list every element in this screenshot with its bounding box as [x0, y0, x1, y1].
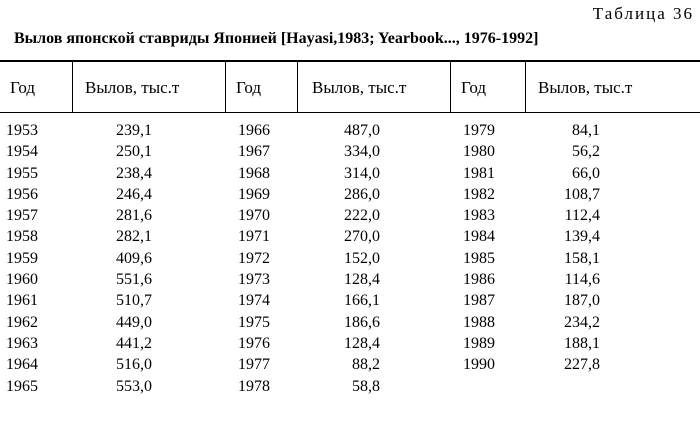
- catch-cell: 246,4: [116, 185, 152, 203]
- catch-cell: 128,4: [344, 334, 380, 352]
- catch-cell: 409,6: [116, 249, 152, 267]
- year-cell: 1987: [463, 292, 495, 310]
- year-column-3: [463, 120, 513, 376]
- catch-cell: 114,6: [564, 271, 600, 289]
- catch-cell: 234,2: [564, 313, 600, 331]
- catch-cell: 187,0: [564, 292, 600, 310]
- year-cell: 1971: [238, 228, 270, 246]
- year-cell: 1976: [238, 334, 270, 352]
- year-cell: 1967: [238, 143, 270, 161]
- year-cell: 1973: [238, 271, 270, 289]
- year-cell: 1955: [6, 164, 38, 182]
- catch-cell: 250,1: [116, 143, 152, 161]
- catch-column-3: [546, 120, 600, 376]
- year-cell: 1977: [238, 356, 270, 374]
- table-top-rule: [0, 60, 700, 62]
- catch-cell: 334,0: [344, 143, 380, 161]
- year-cell: 1972: [238, 249, 270, 267]
- year-cell: 1954: [6, 143, 38, 161]
- year-cell: 1956: [6, 185, 38, 203]
- catch-cell: 84,1: [572, 122, 600, 139]
- year-cell: 1980: [463, 143, 495, 161]
- year-column-2: [238, 120, 288, 397]
- year-cell: 1969: [238, 185, 270, 203]
- catch-cell: 314,0: [344, 164, 380, 182]
- catch-cell: 487,0: [344, 122, 380, 139]
- year-cell: 1964: [6, 356, 38, 374]
- catch-cell: 88,2: [352, 356, 380, 374]
- year-cell: 1981: [463, 164, 495, 182]
- year-cell: 1963: [6, 334, 38, 352]
- year-cell: 1961: [6, 292, 38, 310]
- header-year-1: Год: [10, 78, 35, 97]
- year-cell: 1965: [6, 377, 38, 395]
- catch-cell: 449,0: [116, 313, 152, 331]
- year-cell: 1968: [238, 164, 270, 182]
- year-cell: 1986: [463, 271, 495, 289]
- catch-column-1: [98, 120, 152, 397]
- year-cell: 1978: [238, 377, 270, 395]
- catch-cell: 188,1: [564, 334, 600, 352]
- year-cell: 1988: [463, 313, 495, 331]
- year-cell: 1985: [463, 249, 495, 267]
- column-divider: [225, 60, 226, 113]
- year-cell: 1959: [6, 249, 38, 267]
- catch-cell: 139,4: [564, 228, 600, 246]
- catch-cell: 441,2: [116, 334, 152, 352]
- header-year-2: Год: [236, 78, 261, 97]
- catch-cell: 58,8: [352, 377, 380, 395]
- year-cell: 1989: [463, 334, 495, 352]
- catch-cell: 56,2: [572, 143, 600, 161]
- catch-cell: 186,6: [344, 313, 380, 331]
- catch-cell: 128,4: [344, 271, 380, 289]
- catch-cell: 158,1: [564, 249, 600, 267]
- catch-cell: 516,0: [116, 356, 152, 374]
- catch-cell: 166,1: [344, 292, 380, 310]
- year-cell: 1979: [463, 122, 495, 139]
- header-catch-3: Вылов, тыс.т: [538, 78, 633, 97]
- catch-cell: 238,4: [116, 164, 152, 182]
- column-divider: [297, 60, 298, 113]
- table-number: Таблица 36: [592, 4, 694, 23]
- year-cell: 1990: [463, 356, 495, 374]
- catch-cell: 510,7: [116, 292, 152, 310]
- year-cell: 1983: [463, 207, 495, 225]
- column-divider: [525, 60, 526, 113]
- catch-cell: 66,0: [572, 164, 600, 182]
- catch-cell: 222,0: [344, 207, 380, 225]
- year-cell: 1960: [6, 271, 38, 289]
- year-cell: 1974: [238, 292, 270, 310]
- column-divider: [72, 60, 73, 113]
- catch-cell: 270,0: [344, 228, 380, 246]
- catch-cell: 108,7: [564, 185, 600, 203]
- catch-cell: 227,8: [564, 356, 600, 374]
- year-cell: 1984: [463, 228, 495, 246]
- year-column-1: [6, 120, 56, 397]
- header-year-3: Год: [461, 78, 486, 97]
- year-cell: 1958: [6, 228, 38, 246]
- header-catch-2: Вылов, тыс.т: [312, 78, 407, 97]
- catch-cell: 152,0: [344, 249, 380, 267]
- year-cell: 1982: [463, 185, 495, 203]
- year-cell: 1957: [6, 207, 38, 225]
- catch-cell: 112,4: [564, 207, 600, 225]
- catch-cell: 551,6: [116, 271, 152, 289]
- catch-cell: 281,6: [116, 207, 152, 225]
- column-divider: [450, 60, 451, 113]
- catch-cell: 553,0: [116, 377, 152, 395]
- year-cell: 1962: [6, 313, 38, 331]
- year-cell: 1975: [238, 313, 270, 331]
- year-cell: 1966: [238, 122, 270, 139]
- header-catch-1: Вылов, тыс.т: [85, 78, 180, 97]
- year-cell: 1970: [238, 207, 270, 225]
- catch-cell: 286,0: [344, 185, 380, 203]
- catch-cell: 282,1: [116, 228, 152, 246]
- year-cell: 1953: [6, 122, 38, 139]
- catch-cell: 239,1: [116, 122, 152, 139]
- table-header-rule: [0, 112, 700, 113]
- table-title: Вылов японской ставриды Японией [Hayasi,1983; Yearbook..., 1976-1992]: [14, 30, 539, 47]
- catch-column-2: [326, 120, 380, 397]
